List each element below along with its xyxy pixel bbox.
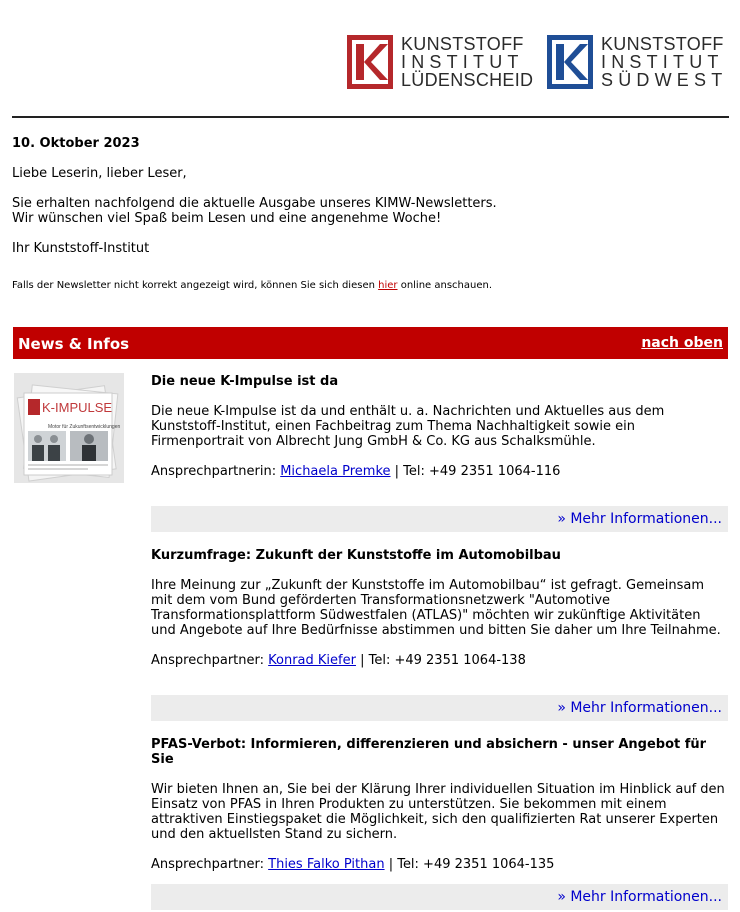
back-to-top-link[interactable]: nach oben (641, 335, 723, 351)
article-title: PFAS-Verbot: Informieren, differenzieren und absichern - unser Angebot für Sie (151, 737, 707, 767)
logo-left-line2: INSTITUT (401, 52, 524, 72)
logo-left-line3: LÜDENSCHEID (401, 70, 534, 90)
article-contact (151, 857, 729, 872)
online-view-notice (12, 280, 492, 292)
thumbnail-caption: Motor für Zukunftsentwicklungen (48, 424, 121, 430)
more-info-link[interactable]: » Mehr Informationen... (557, 511, 722, 527)
k-logo-red-icon (347, 35, 393, 89)
contact-link[interactable]: Michaela Premke (280, 464, 391, 479)
logo-kunststoff-institut-luedenscheid (347, 34, 534, 90)
more-info-button[interactable] (151, 695, 728, 721)
contact-link[interactable]: Konrad Kiefer (268, 653, 356, 668)
article-pfas-verbot (151, 737, 729, 872)
article-body: Die neue K-Impulse ist da und enthält u. a. Nachrichten und Aktuelles aus dem Kunststoff-Institut, einen Fachbeitrag zum Thema Nachhaltigkeit sowie ein Firmenportrait von Albrecht Jung GmbH & Co. KG aus Schalksmühle. (151, 404, 665, 449)
contact-label: Ansprechpartner: (151, 653, 269, 668)
online-notice-prefix: Falls der Newsletter nicht korrekt angezeigt wird, können Sie sich diesen (12, 280, 379, 291)
k-impulse-thumbnail[interactable] (14, 373, 124, 483)
more-info-link[interactable]: » Mehr Informationen... (557, 700, 722, 716)
section-title: News & Infos (18, 335, 130, 353)
newsletter-date: 10. Oktober 2023 (12, 136, 140, 151)
logo-right-line3: SÜDWEST (601, 70, 728, 90)
article-kurzumfrage (151, 548, 729, 668)
contact-phone: | Tel: +49 2351 1064-135 (384, 857, 555, 872)
article-body: Ihre Meinung zur „Zukunft der Kunststoffe im Automobilbau“ ist gefragt. Gemeinsam mit dem vom Bund geförderten Transformationsnetzwerk "Automotive Transformationsplattform Südwestfalen (ATLAS)" möchten wir zukünftige Aktivitäten und Angebote auf Ihre Bedürfnisse abstimmen und bitten Sie daher um Ihre Teilnahme. (151, 578, 721, 638)
contact-label: Ansprechpartnerin: (151, 464, 281, 479)
logo-kunststoff-institut-suedwest (547, 34, 728, 90)
contact-phone: | Tel: +49 2351 1064-138 (355, 653, 526, 668)
intro-line-2: Wir wünschen viel Spaß beim Lesen und eine angenehme Woche! (12, 211, 442, 226)
k-logo-blue-icon (547, 35, 593, 89)
thumbnail-title: K-IMPULSE (42, 400, 113, 415)
logo-right-line1: KUNSTSTOFF (601, 34, 724, 54)
more-info-button[interactable] (151, 506, 728, 532)
logo-right-line2: INSTITUT (601, 52, 724, 72)
contact-label: Ansprechpartner: (151, 857, 269, 872)
more-info-link[interactable]: » Mehr Informationen... (557, 889, 722, 905)
more-info-button[interactable] (151, 884, 728, 910)
magazine-cover-image (14, 373, 124, 483)
section-header-news (13, 327, 728, 359)
article-contact (151, 464, 729, 479)
article-body: Wir bieten Ihnen an, Sie bei der Klärung Ihrer individuellen Situation im Hinblick auf den Einsatz von PFAS in Ihren Produkten zu unterstützen. Sie bekommen mit einem attraktiven Einstiegspaket die Möglichkeit, sich den qualifizierten Rat unserer Experten und den aktuellsten Stand zu sichern. (151, 782, 725, 842)
article-title: Die neue K-Impulse ist da (151, 374, 339, 389)
signature: Ihr Kunststoff-Institut (12, 241, 150, 256)
article-contact (151, 653, 729, 668)
article-k-impulse (151, 374, 729, 479)
online-notice-suffix: online anschauen. (397, 280, 493, 291)
greeting: Liebe Leserin, lieber Leser, (12, 166, 187, 181)
header-divider (12, 116, 729, 118)
contact-link[interactable]: Thies Falko Pithan (268, 857, 385, 872)
contact-phone: | Tel: +49 2351 1064-116 (390, 464, 561, 479)
online-view-link[interactable]: hier (378, 280, 398, 291)
intro-line-1: Sie erhalten nachfolgend die aktuelle Ausgabe unseres KIMW-Newsletters. (12, 196, 497, 211)
intro-text (12, 196, 497, 226)
article-title: Kurzumfrage: Zukunft der Kunststoffe im Automobilbau (151, 548, 561, 563)
logo-left-line1: KUNSTSTOFF (401, 34, 524, 54)
